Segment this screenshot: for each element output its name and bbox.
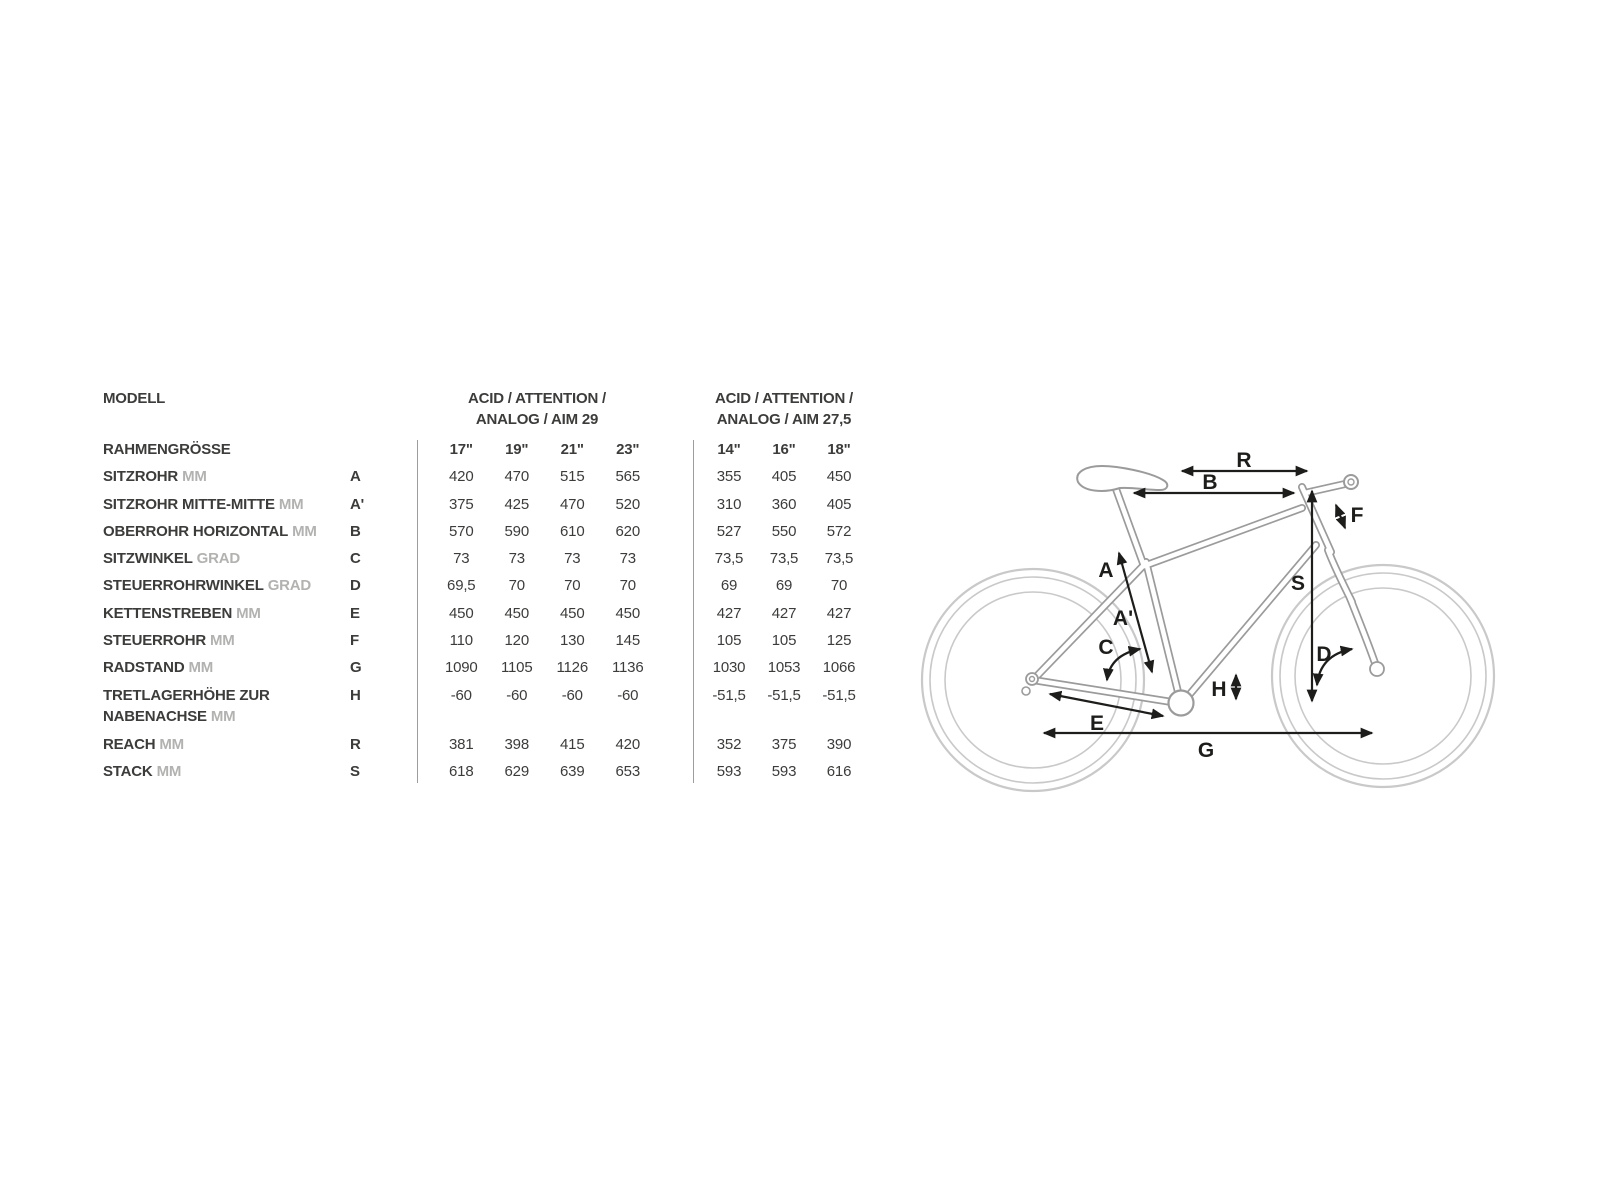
value-cell: 125 bbox=[826, 632, 852, 650]
row-label-text: KETTENSTREBEN bbox=[103, 604, 233, 622]
value-cell: 69,5 bbox=[447, 577, 476, 595]
value-cell: -51,5 bbox=[712, 686, 746, 704]
row-letter: H bbox=[350, 686, 361, 704]
front-wheel bbox=[1272, 565, 1494, 787]
value-cell: 73,5 bbox=[714, 550, 744, 568]
row-unit: MM bbox=[182, 468, 207, 486]
value-cell: 105 bbox=[771, 632, 797, 650]
value-cell: 405 bbox=[826, 495, 852, 513]
value-cell: 565 bbox=[615, 468, 640, 486]
value-cell: 355 bbox=[716, 468, 742, 486]
value-cell: -60 bbox=[450, 686, 472, 704]
value-cell: 360 bbox=[771, 495, 797, 513]
value-cell: 398 bbox=[504, 735, 529, 753]
rear-dropout bbox=[1022, 673, 1038, 695]
row-unit: MM bbox=[210, 632, 235, 650]
row-letter: G bbox=[350, 659, 362, 677]
frame-outline bbox=[1033, 484, 1376, 704]
value-cell: 120 bbox=[504, 632, 529, 650]
value-cell: 639 bbox=[560, 762, 585, 780]
value-cell: 420 bbox=[615, 735, 640, 753]
value-cell: 593 bbox=[771, 762, 797, 780]
saddle bbox=[1077, 466, 1167, 491]
value-cell: 527 bbox=[716, 522, 742, 540]
row-label-text: RADSTAND bbox=[103, 659, 185, 677]
dim-label-S: S bbox=[1290, 572, 1306, 595]
row-unit: MM bbox=[188, 659, 214, 677]
value-cell: 593 bbox=[716, 762, 742, 780]
value-cell: -51,5 bbox=[767, 686, 801, 704]
value-cell: 70 bbox=[619, 577, 636, 595]
group-header-29-line2: ANALOG / AIM 29 bbox=[475, 411, 599, 428]
value-cell: 427 bbox=[771, 604, 797, 622]
value-cell: 572 bbox=[826, 522, 852, 540]
value-cell: 310 bbox=[716, 495, 742, 513]
value-cell: 618 bbox=[449, 762, 474, 780]
group-header-275-line1: ACID / ATTENTION / bbox=[714, 390, 854, 407]
handlebar-grip bbox=[1344, 475, 1358, 489]
value-cell: 352 bbox=[716, 735, 742, 753]
row-label-text: STEUERROHR bbox=[103, 632, 207, 650]
value-cell: 629 bbox=[504, 762, 529, 780]
value-cell: 130 bbox=[560, 632, 585, 650]
group-header-29-line1: ACID / ATTENTION / bbox=[467, 390, 607, 407]
value-cell: 70 bbox=[508, 577, 525, 595]
dim-label-R: R bbox=[1236, 449, 1252, 472]
value-cell: 405 bbox=[771, 468, 797, 486]
row-label-text: STACK bbox=[103, 762, 153, 780]
row-unit: MM bbox=[156, 762, 182, 780]
value-cell: 381 bbox=[449, 735, 474, 753]
value-cell: 450 bbox=[504, 604, 529, 622]
value-cell: 610 bbox=[560, 522, 585, 540]
value-cell: 1053 bbox=[767, 659, 801, 677]
row-label-text: SITZROHR bbox=[103, 468, 179, 486]
value-cell: 450 bbox=[826, 468, 852, 486]
value-cell: 550 bbox=[771, 522, 797, 540]
value-cell: -60 bbox=[506, 686, 528, 704]
row-unit: MM bbox=[278, 495, 304, 513]
value-cell: 515 bbox=[560, 468, 585, 486]
value-cell: 69 bbox=[720, 577, 738, 595]
row-unit: GRAD bbox=[196, 550, 241, 568]
row-letter: F bbox=[350, 632, 359, 650]
value-cell: -60 bbox=[561, 686, 583, 704]
dim-label-A-prime: A' bbox=[1112, 607, 1134, 630]
value-cell: 427 bbox=[826, 604, 852, 622]
model-header: MODELL bbox=[103, 390, 166, 407]
value-cell: 16" bbox=[772, 441, 796, 458]
row-label-text: REACH bbox=[103, 735, 156, 753]
value-cell: 470 bbox=[560, 495, 585, 513]
value-cell: -51,5 bbox=[822, 686, 856, 704]
row-label-text: TRETLAGERHÖHE ZUR NABENACHSE bbox=[103, 686, 270, 725]
value-cell: 620 bbox=[615, 522, 640, 540]
row-label-text: STEUERROHRWINKEL bbox=[103, 577, 264, 595]
value-cell: 73 bbox=[619, 550, 636, 568]
row-letter: B bbox=[350, 522, 361, 540]
value-cell: 1126 bbox=[556, 659, 588, 677]
value-cell: 1030 bbox=[712, 659, 746, 677]
dim-label-B: B bbox=[1202, 471, 1218, 494]
row-unit: MM bbox=[236, 604, 261, 622]
row-unit: GRAD bbox=[267, 577, 312, 595]
row-letter: A' bbox=[350, 495, 364, 513]
value-cell: 470 bbox=[504, 468, 529, 486]
dim-label-D: D bbox=[1316, 643, 1332, 666]
value-cell: 18" bbox=[827, 441, 851, 458]
value-cell: 145 bbox=[615, 632, 640, 650]
row-letter: A bbox=[350, 468, 361, 486]
dim-arrow-F bbox=[1336, 505, 1345, 528]
value-cell: 520 bbox=[615, 495, 640, 513]
value-cell: 14" bbox=[717, 441, 741, 458]
value-cell: 73 bbox=[508, 550, 525, 568]
dim-label-H: H bbox=[1211, 678, 1227, 701]
value-cell: 1105 bbox=[501, 659, 533, 677]
value-cell: 427 bbox=[716, 604, 742, 622]
row-letter: D bbox=[350, 577, 361, 595]
value-cell: 420 bbox=[449, 468, 474, 486]
row-letter: S bbox=[350, 762, 360, 780]
row-label-text: OBERROHR HORIZONTAL bbox=[103, 522, 289, 540]
value-cell: 375 bbox=[771, 735, 797, 753]
value-cell: 653 bbox=[615, 762, 640, 780]
bottom-bracket bbox=[1169, 691, 1194, 716]
row-unit: MM bbox=[292, 522, 317, 540]
value-cell: 450 bbox=[560, 604, 585, 622]
value-cell: 19" bbox=[505, 441, 529, 458]
dim-label-F: F bbox=[1350, 504, 1364, 527]
row-unit: MM bbox=[159, 735, 184, 753]
dim-label-E: E bbox=[1089, 712, 1105, 735]
value-cell: -60 bbox=[617, 686, 639, 704]
front-dropout bbox=[1370, 662, 1384, 676]
dim-label-G: G bbox=[1197, 739, 1215, 762]
value-cell: 70 bbox=[564, 577, 581, 595]
value-cell: 23" bbox=[616, 441, 640, 458]
group-header-275-line2: ANALOG / AIM 27,5 bbox=[716, 411, 852, 428]
value-cell: 105 bbox=[716, 632, 742, 650]
row-letter: C bbox=[350, 550, 361, 568]
value-cell: 390 bbox=[826, 735, 852, 753]
value-cell: 415 bbox=[560, 735, 585, 753]
dim-label-A: A bbox=[1098, 559, 1114, 582]
value-cell: 450 bbox=[449, 604, 474, 622]
dimension-arrows bbox=[1044, 471, 1372, 733]
value-cell: 1136 bbox=[612, 659, 644, 677]
value-cell: 70 bbox=[830, 577, 848, 595]
row-label-text: SITZWINKEL bbox=[103, 550, 193, 568]
value-cell: 17" bbox=[449, 441, 473, 458]
value-cell: 73 bbox=[453, 550, 470, 568]
value-cell: 1090 bbox=[444, 659, 478, 677]
value-cell: 73 bbox=[564, 550, 581, 568]
value-cell: 73,5 bbox=[769, 550, 799, 568]
value-cell: 570 bbox=[449, 522, 474, 540]
value-cell: 425 bbox=[504, 495, 529, 513]
value-cell: 616 bbox=[826, 762, 852, 780]
dimension-labels bbox=[1090, 449, 1364, 762]
row-unit: MM bbox=[210, 707, 236, 725]
value-cell: 73,5 bbox=[824, 550, 854, 568]
value-cell: 375 bbox=[449, 495, 474, 513]
value-cell: 110 bbox=[449, 632, 473, 650]
row-letter: R bbox=[350, 735, 361, 753]
row-label-text: SITZROHR MITTE-MITTE bbox=[103, 495, 275, 513]
row-letter: E bbox=[350, 604, 360, 622]
value-cell: 450 bbox=[615, 604, 640, 622]
row-label-text: RAHMENGRÖSSE bbox=[103, 441, 231, 458]
dim-label-C: C bbox=[1098, 636, 1114, 659]
value-cell: 21" bbox=[560, 441, 584, 458]
value-cell: 1066 bbox=[822, 659, 856, 677]
value-cell: 69 bbox=[775, 577, 793, 595]
value-cell: 590 bbox=[504, 522, 529, 540]
